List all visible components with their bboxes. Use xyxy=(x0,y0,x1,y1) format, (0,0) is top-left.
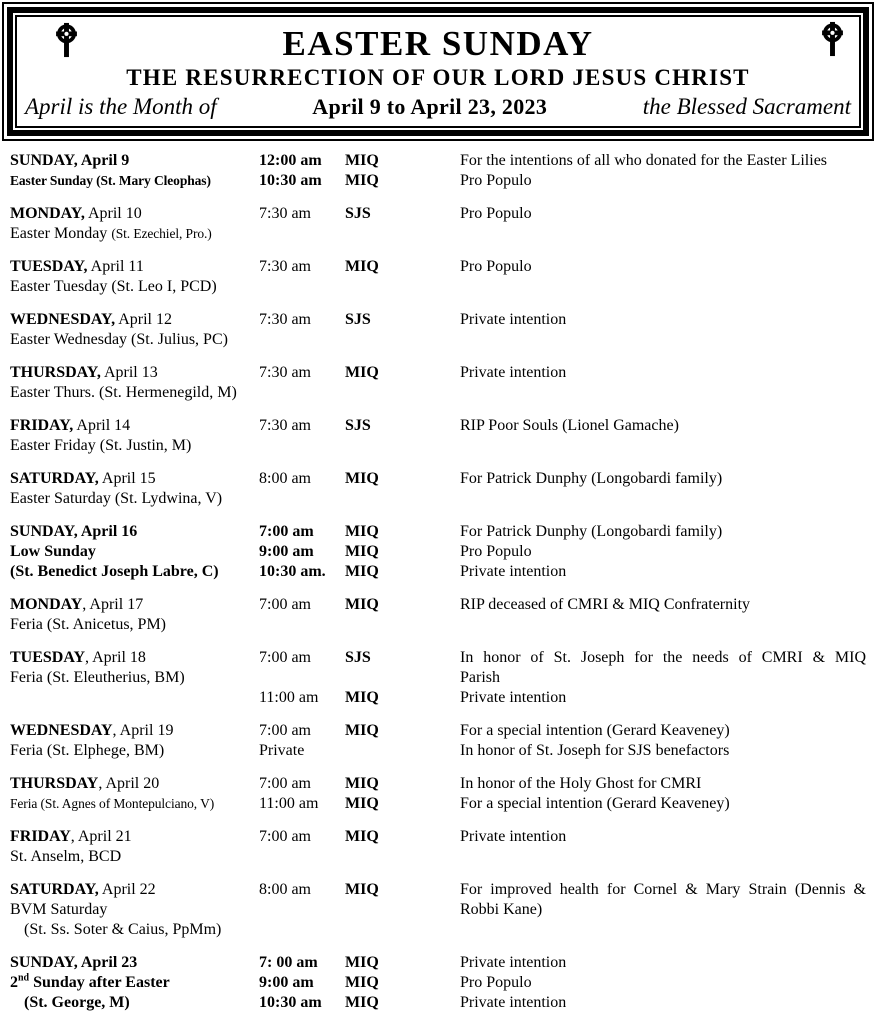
time-cell xyxy=(259,224,345,244)
day-text: (St. Benedict Joseph Labre, C) xyxy=(10,563,219,580)
location-cell xyxy=(345,489,460,509)
schedule-line xyxy=(10,469,866,489)
intention-cell: In honor of St. Joseph for the needs of CMRI & MIQ xyxy=(460,649,866,666)
day-text: Sunday after Easter xyxy=(29,974,170,991)
intention-cell: In honor of the Holy Ghost for CMRI xyxy=(460,775,702,792)
intention-cell: Private intention xyxy=(460,563,567,580)
schedule-line xyxy=(10,330,866,350)
intention-cell: Private intention xyxy=(460,954,567,971)
time-cell xyxy=(259,615,345,635)
day-cell xyxy=(10,721,259,741)
location-cell xyxy=(345,330,460,350)
location-cell xyxy=(345,436,460,456)
day-cell xyxy=(10,827,259,847)
header-box xyxy=(2,2,874,141)
intention-cell: Private intention xyxy=(460,311,567,328)
schedule-line xyxy=(10,562,866,582)
day-text: April 15 xyxy=(98,470,156,487)
location-cell xyxy=(345,953,460,973)
day-block xyxy=(10,648,866,708)
time-cell xyxy=(259,277,345,297)
day-cell xyxy=(10,522,259,542)
location-cell xyxy=(345,615,460,635)
day-text: THURSDAY xyxy=(10,775,99,792)
location-cell xyxy=(345,469,460,489)
time-text: 7:30 am xyxy=(259,311,311,328)
month-dedication-right: the Blessed Sacrament xyxy=(642,94,851,119)
day-text: Feria (St. Elphege, BM) xyxy=(10,742,165,759)
schedule-line xyxy=(10,171,866,191)
location-text: MIQ xyxy=(345,775,379,792)
schedule-line xyxy=(10,383,866,403)
time-text: 7:30 am xyxy=(259,364,311,381)
intention-cell xyxy=(460,436,866,456)
day-text: FRIDAY, xyxy=(10,417,74,434)
day-cell xyxy=(10,257,259,277)
day-cell xyxy=(10,688,259,708)
time-cell xyxy=(259,522,345,542)
intention-cell: Pro Populo xyxy=(460,974,532,991)
location-text: MIQ xyxy=(345,523,379,540)
schedule-line xyxy=(10,416,866,436)
schedule-line xyxy=(10,436,866,456)
intention-cell: Private intention xyxy=(460,994,567,1011)
intention-cell: Private intention xyxy=(460,689,567,706)
day-cell xyxy=(10,489,259,509)
schedule-line xyxy=(10,204,866,224)
day-block xyxy=(10,774,866,814)
day-cell xyxy=(10,993,259,1013)
day-cell xyxy=(10,953,259,973)
location-text: MIQ xyxy=(345,795,379,812)
time-text: 7:00 am xyxy=(259,722,311,739)
time-cell xyxy=(259,920,345,940)
day-block xyxy=(10,469,866,509)
header-box-inner-rule xyxy=(15,15,861,128)
day-text: Feria (St. Anicetus, PM) xyxy=(10,616,166,633)
day-block xyxy=(10,595,866,635)
intention-cell: For Patrick Dunphy (Longobardi family) xyxy=(460,523,723,540)
location-cell xyxy=(345,688,460,708)
day-text: April 12 xyxy=(115,311,172,328)
location-text: MIQ xyxy=(345,172,379,189)
day-block xyxy=(10,363,866,403)
time-cell xyxy=(259,151,345,171)
time-cell xyxy=(259,204,345,224)
time-text: 7: 00 am xyxy=(259,954,318,971)
intention-cell xyxy=(460,330,866,350)
location-cell xyxy=(345,562,460,582)
intention-cell: RIP deceased of CMRI & MIQ Confraternity xyxy=(460,596,751,613)
day-text: 2 xyxy=(10,974,18,991)
time-text: 10:30 am xyxy=(259,172,322,189)
header-box-mid-rule xyxy=(7,7,869,136)
time-text: 7:30 am xyxy=(259,417,311,434)
day-text: FRIDAY xyxy=(10,828,71,845)
day-cell xyxy=(10,469,259,489)
intention-cell: For a special intention (Gerard Keaveney) xyxy=(460,722,730,739)
time-text: 12:00 am xyxy=(259,152,322,169)
location-text: MIQ xyxy=(345,152,379,169)
time-cell xyxy=(259,562,345,582)
day-block xyxy=(10,953,866,1013)
day-cell xyxy=(10,794,259,814)
day-text: April 11 xyxy=(87,258,144,275)
day-text: Feria (St. Agnes of Montepulciano, V) xyxy=(10,796,215,811)
location-cell xyxy=(345,721,460,741)
location-text: MIQ xyxy=(345,470,379,487)
intention-cell: Parish xyxy=(460,669,500,686)
time-text: 7:00 am xyxy=(259,828,311,845)
location-cell xyxy=(345,522,460,542)
schedule-line xyxy=(10,741,866,761)
day-text: WEDNESDAY, xyxy=(10,311,116,328)
day-text: Easter Thurs. (St. Hermenegild, M) xyxy=(10,384,237,401)
day-cell xyxy=(10,363,259,383)
day-block xyxy=(10,257,866,297)
day-block xyxy=(10,827,866,867)
schedule-line xyxy=(10,668,866,688)
schedule-line xyxy=(10,615,866,635)
location-text: SJS xyxy=(345,311,371,328)
time-cell xyxy=(259,310,345,330)
location-cell xyxy=(345,542,460,562)
time-cell xyxy=(259,774,345,794)
location-cell xyxy=(345,363,460,383)
location-text: MIQ xyxy=(345,994,379,1011)
time-cell xyxy=(259,171,345,191)
time-text: 7:00 am xyxy=(259,775,311,792)
day-cell xyxy=(10,277,259,297)
day-block xyxy=(10,721,866,761)
intention-cell: Private intention xyxy=(460,828,567,845)
location-cell xyxy=(345,668,460,688)
location-text: MIQ xyxy=(345,881,379,898)
intention-cell xyxy=(460,489,866,509)
day-text: Easter Tuesday (St. Leo I, PCD) xyxy=(10,278,217,295)
day-text: St. Anselm, BCD xyxy=(10,848,122,865)
day-text: Easter Wednesday (St. Julius, PC) xyxy=(10,331,228,348)
location-cell xyxy=(345,277,460,297)
day-cell xyxy=(10,615,259,635)
intention-cell: RIP Poor Souls (Lionel Gamache) xyxy=(460,417,679,434)
schedule-line xyxy=(10,595,866,615)
location-text: MIQ xyxy=(345,258,379,275)
location-text: MIQ xyxy=(345,596,379,613)
intention-cell: In honor of St. Joseph for SJS benefactors xyxy=(460,742,730,759)
location-cell xyxy=(345,257,460,277)
day-text: , April 17 xyxy=(82,596,144,613)
celtic-cross-icon xyxy=(819,21,846,57)
time-cell xyxy=(259,880,345,900)
time-text: 7:30 am xyxy=(259,258,311,275)
location-text: MIQ xyxy=(345,954,379,971)
time-cell xyxy=(259,330,345,350)
time-text: 9:00 am xyxy=(259,543,314,560)
day-text: Easter Saturday (St. Lydwina, V) xyxy=(10,490,223,507)
intention-cell xyxy=(460,615,866,635)
schedule-line xyxy=(10,522,866,542)
day-text: , April 18 xyxy=(85,649,146,666)
time-cell xyxy=(259,993,345,1013)
location-cell xyxy=(345,900,460,920)
time-text: 8:00 am xyxy=(259,470,311,487)
day-cell xyxy=(10,310,259,330)
location-cell xyxy=(345,416,460,436)
location-text: MIQ xyxy=(345,364,379,381)
time-cell xyxy=(259,953,345,973)
location-cell xyxy=(345,880,460,900)
day-cell xyxy=(10,973,259,993)
day-cell xyxy=(10,774,259,794)
page-title: EASTER SUNDAY xyxy=(282,24,594,63)
day-cell xyxy=(10,171,259,191)
intention-cell: Robbi Kane) xyxy=(460,901,543,918)
day-text: Easter Sunday (St. Mary Cleophas) xyxy=(10,173,211,188)
page-subtitle: THE RESURRECTION OF OUR LORD JESUS CHRIST xyxy=(126,65,750,90)
day-cell xyxy=(10,741,259,761)
time-text: 7:30 am xyxy=(259,205,311,222)
location-cell xyxy=(345,383,460,403)
intention-cell: Pro Populo xyxy=(460,543,532,560)
location-cell xyxy=(345,741,460,761)
schedule-line xyxy=(10,900,866,920)
schedule-line xyxy=(10,310,866,330)
time-cell xyxy=(259,900,345,920)
schedule-line xyxy=(10,363,866,383)
schedule-line xyxy=(10,648,866,668)
schedule-line xyxy=(10,224,866,244)
location-text: SJS xyxy=(345,417,371,434)
schedule-line xyxy=(10,489,866,509)
day-text: Easter Friday (St. Justin, M) xyxy=(10,437,192,454)
time-text: 11:00 am xyxy=(259,689,319,706)
day-text: SUNDAY, April 23 xyxy=(10,954,138,971)
day-block xyxy=(10,880,866,940)
day-text: SUNDAY, April 16 xyxy=(10,523,138,540)
day-text: , April 21 xyxy=(70,828,132,845)
schedule-line xyxy=(10,151,866,171)
day-text: SUNDAY, April 9 xyxy=(10,152,130,169)
day-text: TUESDAY, xyxy=(10,258,88,275)
day-cell xyxy=(10,562,259,582)
intention-cell xyxy=(460,277,866,297)
location-cell xyxy=(345,973,460,993)
day-cell xyxy=(10,595,259,615)
location-cell xyxy=(345,151,460,171)
time-cell xyxy=(259,595,345,615)
day-text: April 10 xyxy=(84,205,142,222)
time-text: Private xyxy=(259,742,305,759)
day-text: THURSDAY, xyxy=(10,364,101,381)
day-text: SATURDAY, xyxy=(10,881,99,898)
day-cell xyxy=(10,151,259,171)
location-text: MIQ xyxy=(345,828,379,845)
intention-cell: Pro Populo xyxy=(460,258,532,275)
location-text: MIQ xyxy=(345,722,379,739)
celtic-cross-icon xyxy=(53,22,80,58)
time-text: 10:30 am xyxy=(259,994,322,1011)
location-cell xyxy=(345,204,460,224)
day-block xyxy=(10,522,866,582)
date-range: April 9 to April 23, 2023 xyxy=(312,94,548,119)
location-text: MIQ xyxy=(345,543,379,560)
intention-cell: Pro Populo xyxy=(460,205,532,222)
schedule-line xyxy=(10,953,866,973)
day-cell xyxy=(10,668,259,688)
location-text: MIQ xyxy=(345,689,379,706)
location-cell xyxy=(345,224,460,244)
schedule-line xyxy=(10,993,866,1013)
intention-cell: For improved health for Cornel & Mary Strain (Dennis & xyxy=(460,881,866,898)
day-text: Feria (St. Eleutherius, BM) xyxy=(10,669,185,686)
day-cell xyxy=(10,224,259,244)
location-cell xyxy=(345,774,460,794)
month-dedication-left: April is the Month of xyxy=(25,94,217,119)
day-block xyxy=(10,151,866,191)
day-text: , April 20 xyxy=(98,775,160,792)
schedule-line xyxy=(10,973,866,993)
day-text: Low Sunday xyxy=(10,543,96,560)
schedule-line xyxy=(10,827,866,847)
time-cell xyxy=(259,383,345,403)
time-text: 7:00 am xyxy=(259,596,311,613)
month-dedication-line xyxy=(17,93,859,121)
time-cell xyxy=(259,847,345,867)
day-cell xyxy=(10,847,259,867)
time-cell xyxy=(259,741,345,761)
intention-cell: For the intentions of all who donated for the Easter Lilies xyxy=(460,152,828,169)
time-cell xyxy=(259,363,345,383)
day-cell xyxy=(10,416,259,436)
schedule-line xyxy=(10,542,866,562)
intention-cell: For Patrick Dunphy (Longobardi family) xyxy=(460,470,723,487)
location-cell xyxy=(345,310,460,330)
schedule-line xyxy=(10,794,866,814)
schedule-line xyxy=(10,920,866,940)
schedule-line xyxy=(10,257,866,277)
location-cell xyxy=(345,920,460,940)
time-text: 9:00 am xyxy=(259,974,314,991)
time-cell xyxy=(259,416,345,436)
time-cell xyxy=(259,489,345,509)
day-text: MONDAY xyxy=(10,596,83,613)
day-cell xyxy=(10,436,259,456)
day-text: (St. Ss. Soter & Caius, PpMm) xyxy=(24,921,222,938)
time-text: 11:00 am xyxy=(259,795,319,812)
schedule-line xyxy=(10,277,866,297)
time-cell xyxy=(259,794,345,814)
schedule-line xyxy=(10,847,866,867)
intention-cell: Pro Populo xyxy=(460,172,532,189)
time-text: 7:00 am xyxy=(259,649,311,666)
time-cell xyxy=(259,973,345,993)
day-block xyxy=(10,416,866,456)
day-cell xyxy=(10,648,259,668)
day-text: (St. George, M) xyxy=(24,994,130,1011)
location-cell xyxy=(345,171,460,191)
schedule-line xyxy=(10,880,866,900)
intention-cell xyxy=(460,224,866,244)
location-text: SJS xyxy=(345,649,371,666)
day-block xyxy=(10,310,866,350)
time-text: 7:00 am xyxy=(259,523,314,540)
day-text: April 13 xyxy=(100,364,158,381)
day-text: April 14 xyxy=(73,417,131,434)
mass-schedule xyxy=(0,141,876,1013)
day-text: (St. Ezechiel, Pro.) xyxy=(111,226,212,241)
day-text: MONDAY, xyxy=(10,205,85,222)
intention-cell: Private intention xyxy=(460,364,567,381)
day-text: WEDNESDAY xyxy=(10,722,113,739)
location-cell xyxy=(345,847,460,867)
day-block xyxy=(10,204,866,244)
time-text: 10:30 am. xyxy=(259,563,326,580)
time-text: 8:00 am xyxy=(259,881,311,898)
location-cell xyxy=(345,595,460,615)
location-cell xyxy=(345,993,460,1013)
location-cell xyxy=(345,827,460,847)
time-cell xyxy=(259,827,345,847)
time-cell xyxy=(259,542,345,562)
day-text: BVM Saturday xyxy=(10,901,108,918)
intention-cell xyxy=(460,920,866,940)
day-cell xyxy=(10,920,259,940)
day-text: Easter Monday xyxy=(10,225,112,242)
day-cell xyxy=(10,383,259,403)
day-text: , April 19 xyxy=(112,722,174,739)
time-cell xyxy=(259,469,345,489)
location-cell xyxy=(345,794,460,814)
location-text: MIQ xyxy=(345,974,379,991)
schedule-line xyxy=(10,721,866,741)
day-cell xyxy=(10,330,259,350)
day-text: April 22 xyxy=(98,881,156,898)
time-cell xyxy=(259,688,345,708)
day-text: SATURDAY, xyxy=(10,470,99,487)
location-cell xyxy=(345,648,460,668)
day-text: nd xyxy=(18,972,30,984)
day-cell xyxy=(10,542,259,562)
intention-cell: For a special intention (Gerard Keaveney) xyxy=(460,795,730,812)
day-cell xyxy=(10,900,259,920)
time-cell xyxy=(259,257,345,277)
intention-cell xyxy=(460,847,866,867)
location-text: SJS xyxy=(345,205,371,222)
schedule-line xyxy=(10,774,866,794)
day-cell xyxy=(10,880,259,900)
day-cell xyxy=(10,204,259,224)
time-cell xyxy=(259,668,345,688)
location-text: MIQ xyxy=(345,563,379,580)
time-cell xyxy=(259,648,345,668)
time-cell xyxy=(259,721,345,741)
time-cell xyxy=(259,436,345,456)
intention-cell xyxy=(460,383,866,403)
day-text: TUESDAY xyxy=(10,649,85,666)
schedule-line xyxy=(10,688,866,708)
